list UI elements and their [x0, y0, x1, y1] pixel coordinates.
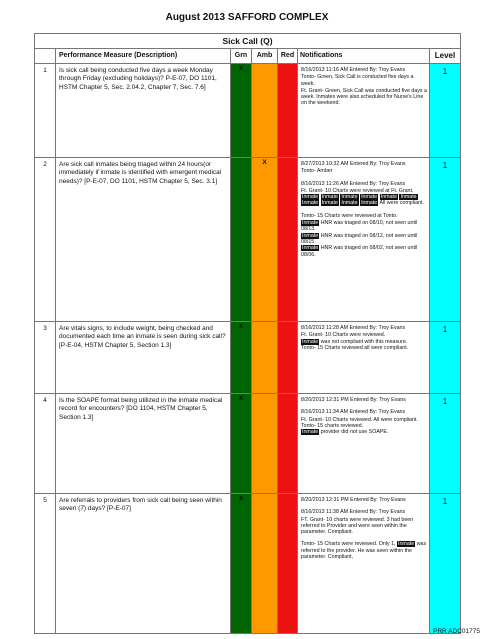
header-grn: Grn [231, 49, 252, 64]
note-fragment: was referred to the provider. He was seen within the parameter. Compliant, [301, 541, 427, 561]
note-text [301, 541, 427, 560]
redaction: Inmate [302, 429, 319, 436]
note-text: Tonto- 15 charts reviewed. [301, 422, 364, 429]
note-text: 8/20/2013 12:31 PM Entered By: Troy Evans [301, 497, 406, 503]
header-number [35, 49, 56, 64]
redaction: Inmate [302, 338, 319, 345]
header-red: Red [278, 49, 298, 64]
redaction: Inmate [302, 232, 319, 239]
amb-cell [252, 322, 278, 394]
column-header-row [35, 49, 461, 64]
note-text: 8/16/2013 11:38 AM Entered By: Troy Evans [301, 509, 406, 516]
note-text: 8/16/2013 11:28 AM Entered By: Troy Evans [301, 325, 406, 331]
amb-cell [252, 394, 278, 494]
note-text [301, 220, 427, 233]
header-amb: Amb [252, 49, 278, 64]
note-text: Ft. Grant- Green, Sick Call was conducted five days a week. Inmates were also scheduled for Nurse's Line on the weekend. [301, 87, 428, 107]
grn-mark: X [238, 495, 244, 502]
redaction: Inmate [341, 194, 358, 201]
red-cell [278, 322, 298, 394]
row-measure: Is sick call being conducted five days a week Monday through Friday (excluding holidays)? P-E-07, DO 1101, HSTM Chapter 5, Sec. 2.04.2, Chapter 7, Sec. 7.6] [56, 64, 231, 158]
red-mark [278, 158, 297, 159]
note-text: 8/16/2013 11:16 AM Entered By: Troy Evans [301, 67, 406, 73]
note-text [301, 245, 427, 258]
red-cell [278, 64, 298, 158]
grn-cell [231, 322, 252, 394]
note-text: 8/16/2013 11:26 AM Entered By: Troy Evans [301, 180, 406, 187]
note-text: Tonto- Green, Sick Call is conducted five days a week. [301, 74, 414, 87]
redaction: Inmate [321, 194, 338, 201]
row-number: 5 [35, 494, 56, 634]
amb-mark [252, 322, 277, 323]
red-cell [278, 158, 298, 322]
red-mark [278, 394, 297, 395]
row-number: 4 [35, 394, 56, 494]
table-row [35, 394, 461, 494]
note-fragment: HNR was triaged on 08/12, not seen until 08/15. [301, 232, 418, 245]
red-mark [278, 494, 297, 495]
row-measure: Are sick call inmates being triaged within 24 hours(or immediately if inmate is identified with emergent medical needs)? [P-E-07, DO 1101, HSTM Chapter 5, Sec. 3.1] [56, 158, 231, 322]
row-measure: Are referrals to providers from sick call being seen within seven (7) days? [P-E-07] [56, 494, 231, 634]
red-cell [278, 494, 298, 634]
level-cell: 1 [430, 158, 461, 322]
note-text: Ft. Grant- 10 Charts were reviewed. [301, 332, 386, 339]
table-row [35, 322, 461, 394]
grn-mark: X [238, 65, 244, 72]
section-title: Sick Call (Q) [35, 34, 461, 49]
level-cell: 1 [430, 494, 461, 634]
row-notifications [298, 158, 430, 322]
grn-cell [231, 64, 252, 158]
grn-mark: X [238, 395, 244, 402]
amb-mark [252, 64, 277, 65]
note-text: 8/27/2013 10:32 AM Entered By: Troy Evans [301, 161, 406, 167]
row-notifications [298, 322, 430, 394]
grn-mark [231, 158, 251, 159]
row-notifications [298, 394, 430, 494]
grn-cell [231, 494, 252, 634]
note-text: Tonto- Amber [301, 168, 333, 175]
row-notifications [298, 494, 430, 634]
redaction: Inmate [341, 200, 358, 207]
redaction: Inmate [302, 220, 319, 227]
redaction: Inmate [380, 194, 397, 201]
note-text: FT. Grant- 10 charts were reviewed. 3 had been referred to Provider and were seen within the parameter. Compliant. [301, 516, 414, 536]
note-fragment: HNR was triaged on 08/02, not seen until 08/06. [301, 245, 418, 258]
page-footer-id: PRR ADC01775 [433, 628, 480, 635]
note-fragment: was not compliant with this measure. [320, 338, 408, 345]
row-number: 1 [35, 64, 56, 158]
note-fragment: Tonto- 15 Charts were reviewed. Only 1, [301, 541, 396, 548]
redaction: Inmate [361, 200, 378, 207]
row-number: 2 [35, 158, 56, 322]
grn-mark: X [238, 323, 244, 330]
grn-cell [231, 394, 252, 494]
row-measure: Are vitals signs, to include weight, being checked and documented each time an inmate is seen during sick call? [P-E-04, HSTM Chapter 5, Section 1.3] [56, 322, 231, 394]
note-text [301, 429, 427, 435]
redaction: Inmate [302, 245, 319, 252]
note-text: Tonto- 15 Charts reviewed all were compliant. [301, 344, 409, 351]
amb-cell [252, 64, 278, 158]
redaction: Inmate [302, 194, 319, 201]
amb-cell [252, 158, 278, 322]
row-measure: Is the SOAPE format being utilized in the inmate medical record for encounters? [DO 1104, HSTM Chapter 5, Section 1.3] [56, 394, 231, 494]
red-mark [278, 322, 297, 323]
page-title: August 2013 SAFFORD COMPLEX [165, 12, 329, 23]
red-cell [278, 394, 298, 494]
sick-call-table [34, 33, 461, 634]
row-number: 3 [35, 322, 56, 394]
level-cell: 1 [430, 64, 461, 158]
note-fragment: All were compliant. [379, 200, 424, 207]
grn-cell [231, 158, 252, 322]
table-row [35, 494, 461, 634]
redaction: Inmate [361, 194, 378, 201]
header-measure: Performance Measure (Description) [56, 49, 231, 64]
amb-cell [252, 494, 278, 634]
level-cell: 1 [430, 394, 461, 494]
note-fragment: HNR was triaged on 08/10, not seen until 08/13. [301, 220, 418, 233]
amb-mark: X [262, 159, 267, 166]
redaction: Inmate [400, 194, 417, 201]
redaction: Inmate [398, 541, 415, 548]
note-text: Tonto- 15 Charts were reviewed at Tonto. [301, 212, 398, 219]
note-fragment: provider did not use SOAPE. [320, 429, 389, 436]
table-row [35, 158, 461, 322]
row-notifications [298, 64, 430, 158]
note-text: Ft. Grant- 10 Charts reviewed. All were compliant. [301, 416, 418, 423]
note-text [301, 188, 427, 207]
header-notifications: Notifications [298, 49, 430, 64]
amb-mark [252, 394, 277, 395]
table-row [35, 64, 461, 158]
note-text: 8/16/2013 11:34 AM Entered By: Troy Evans [301, 409, 406, 416]
header-level: Level [430, 49, 461, 64]
level-cell: 1 [430, 322, 461, 394]
note-text: 8/20/2013 12:31 PM Entered By: Troy Evans [301, 397, 406, 403]
red-mark [278, 64, 297, 65]
amb-mark [252, 494, 277, 495]
section-header-row [35, 34, 461, 49]
redaction: Inmate [302, 200, 319, 207]
redaction: Inmate [321, 200, 338, 207]
note-text [301, 233, 427, 246]
note-fragment: Ft. Grant- 10 Charts were reviewed at Ft. Grant. [301, 187, 414, 194]
